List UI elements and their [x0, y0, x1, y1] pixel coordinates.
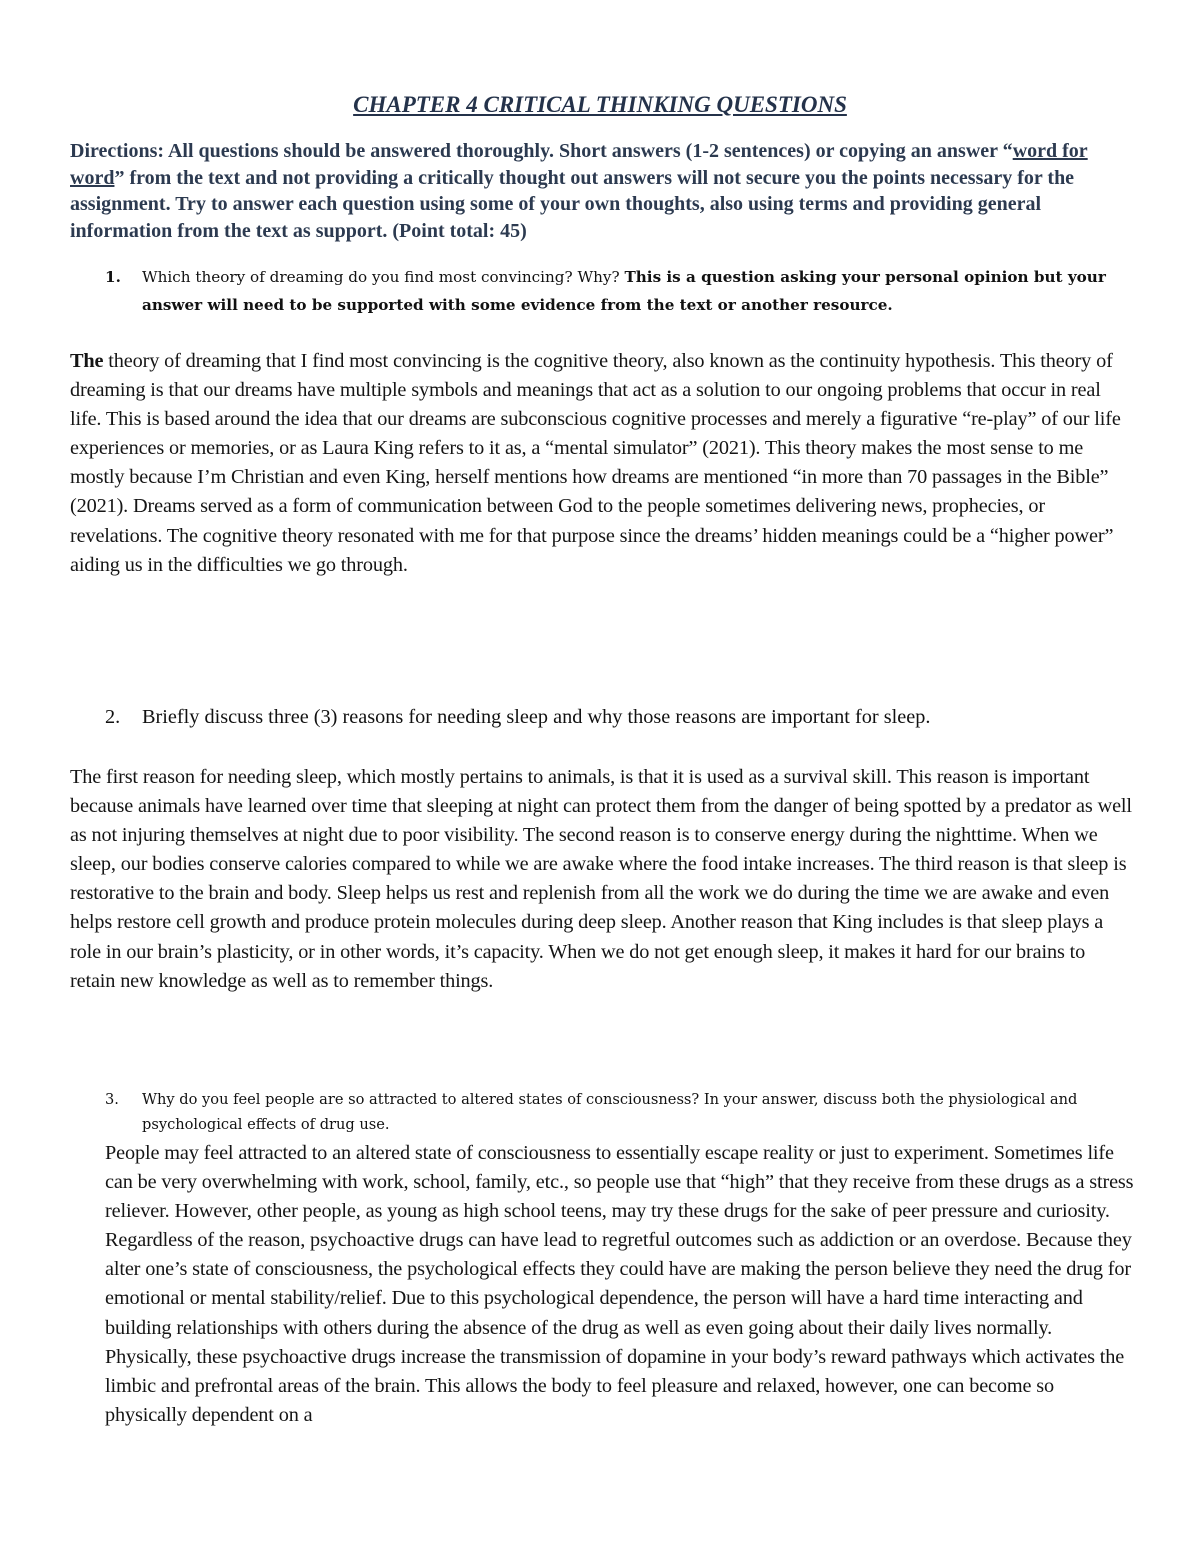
- question-prompt: Which theory of dreaming do you find most convincing? Why?: [142, 268, 625, 286]
- answer-2: The first reason for needing sleep, which mostly pertains to animals, is that it is used as a survival skill. This reason is important because animals have learned over time that sleeping at night can protect them from the danger of being spotted by a predator as well as not injuring themselves at night due to poor visibility. The second reason is to conserve energy during the nighttime. When we sleep, our bodies conserve calories compared to while we are awake where the food intake increases. The third reason is that sleep is restorative to the brain and body. Sleep helps us rest and replenish from all the work we do during the time we are awake and even helps restore cell growth and produce protein molecules during deep sleep. Another reason that King includes is that sleep plays a role in our brain’s plasticity, or in other words, it’s capacity. When we do not get enough sleep, it makes it hard for our brains to retain new knowledge as well as to remember things.: [70, 766, 1132, 992]
- question-text: [142, 264, 1130, 319]
- answer-1: [70, 347, 1135, 580]
- question-1: [105, 264, 1130, 319]
- question-text: Briefly discuss three (3) reasons for needing sleep and why those reasons are important for sleep.: [142, 706, 931, 728]
- directions-text-end: ” from the text and not providing a critically thought out answers will not secure you the points necessary for the assignment. Try to answer each question using some of your own thoughts, also using terms and providing general information from the text as support. (Point total: 45): [70, 166, 1075, 242]
- question-emphasis: This is a question asking your personal opinion but your answer will need to be supported with some evidence from the text or another resource.: [142, 268, 1106, 314]
- page-title: CHAPTER 4 CRITICAL THINKING QUESTIONS: [353, 92, 847, 117]
- directions-paragraph: [70, 138, 1130, 244]
- directions-text-start: Directions: All questions should be answered thoroughly. Short answers (1-2 sentences) or copying an answer “: [70, 140, 1013, 162]
- answer-lead-word: The: [70, 350, 104, 372]
- question-text: Why do you feel people are so attracted to altered states of consciousness? In your answer, discuss both the physiological and psychological effects of drug use.: [142, 1091, 1078, 1133]
- question-number: 2.: [105, 706, 121, 728]
- answer-text: theory of dreaming that I find most convincing is the cognitive theory, also known as the continuity hypothesis. This theory of dreaming is that our dreams have multiple symbols and meanings that act as a solution to our ongoing problems that occur in real life. This is based around the idea that our dreams are subconscious cognitive processes and merely a figurative “re-play” of our life experiences or memories, or as Laura King refers to it as, a “mental simulator” (2021). This theory makes the most sense to me mostly because I’m Christian and even King, herself mentions how dreams are mentioned “in more than 70 passages in the Bible” (2021). Dreams served as a form of communication between God to the people sometimes delivering news, prophecies, or revelations. The cognitive theory resonated with me for that purpose since the dreams’ hidden meanings could be a “higher power” aiding us in the difficulties we go through.: [70, 350, 1121, 576]
- directions-underlined-phrase: word for word: [70, 140, 1088, 189]
- question-number: 3.: [105, 1091, 119, 1108]
- question-number: 1.: [105, 268, 121, 286]
- answer-3: People may feel attracted to an altered state of consciousness to essentially escape reality or just to experiment. Sometimes life can be very overwhelming with work, school, family, etc., so people use that “high” that they receive from these drugs as a stress reliever. However, other people, as young as high school teens, may try these drugs for the sake of peer pressure and curiosity. Regardless of the reason, psychoactive drugs can have lead to regretful outcomes such as addiction or an overdose. Because they alter one’s state of consciousness, the psychological effects they could have are making the person believe they need the drug for emotional or mental stability/relief. Due to this psychological dependence, the person will have a hard time interacting and building relationships with others during the absence of the drug as well as even going about their daily lives normally. Physically, these psychoactive drugs increase the transmission of dopamine in your body’s reward pathways which activates the limbic and prefrontal areas of the brain. This allows the body to feel pleasure and relaxed, however, one can become so physically dependent on a: [105, 1142, 1134, 1426]
- question-2: [105, 703, 1130, 732]
- question-3: [105, 1088, 1130, 1137]
